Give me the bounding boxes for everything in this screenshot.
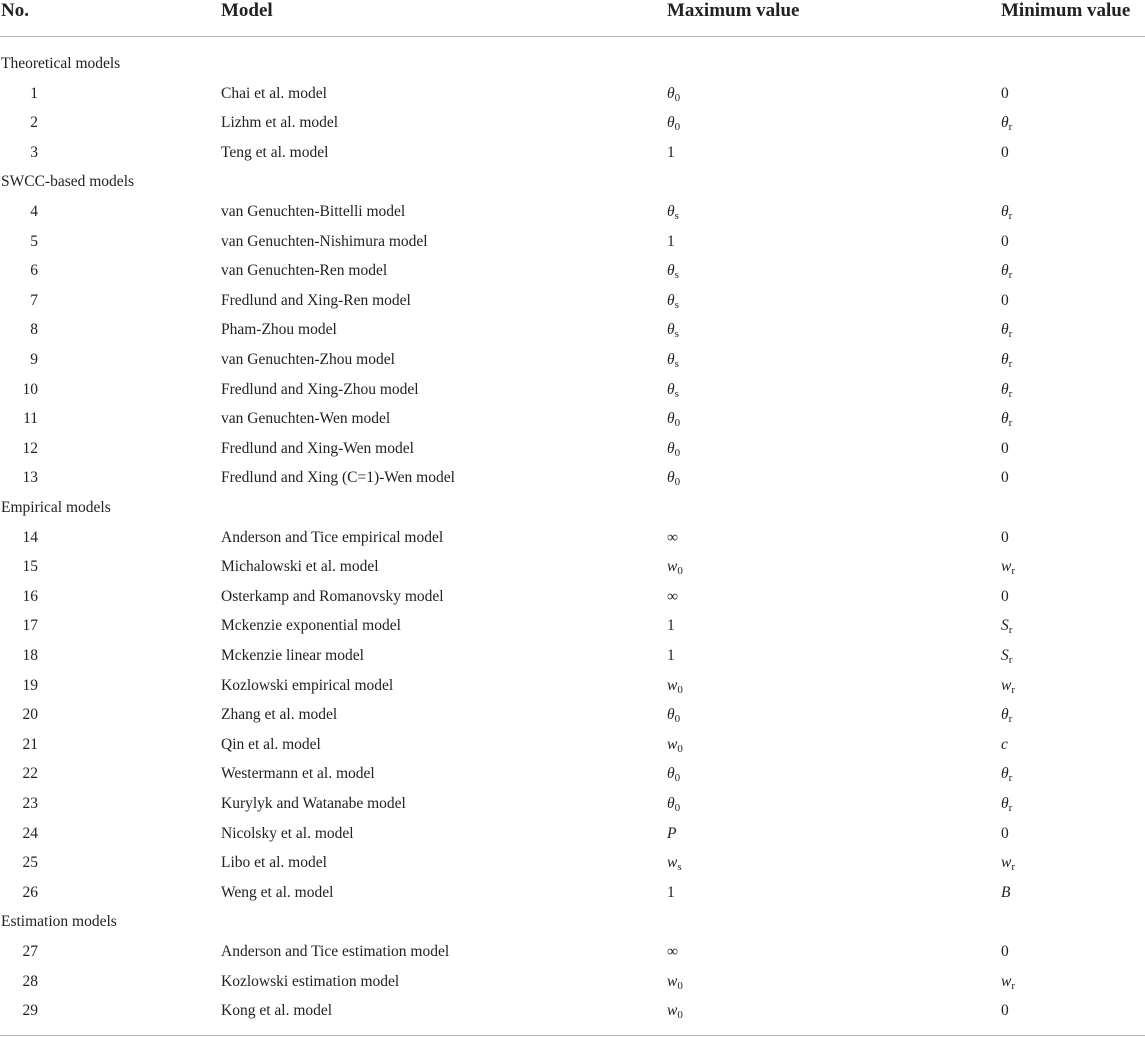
cell-max-value: [667, 463, 680, 493]
cell-min-value: [1001, 671, 1015, 701]
cell-min-value: [1001, 878, 1010, 908]
value-symbol: 1: [667, 647, 675, 664]
cell-max-value: [667, 315, 679, 345]
cell-no: 22: [22, 765, 38, 783]
cell-model: Teng et al. model: [221, 143, 329, 161]
value-symbol: ∞: [667, 587, 679, 605]
group-heading: [0, 907, 1145, 937]
table-row: [0, 582, 1145, 612]
value-symbol: 0: [1001, 1002, 1009, 1020]
value-symbol: θ: [1001, 321, 1009, 339]
cell-no: 9: [30, 351, 38, 368]
table-row: [0, 138, 1145, 168]
cell-max-value: [667, 227, 675, 257]
value-symbol: θ: [667, 262, 675, 280]
value-symbol: θ: [1001, 114, 1009, 132]
cell-min-value: [1001, 434, 1009, 464]
value-subscript: 0: [677, 979, 683, 992]
value-symbol: S: [1001, 647, 1009, 664]
value-symbol: w: [667, 558, 678, 576]
cell-no: 5: [30, 232, 38, 250]
table-row: [0, 256, 1145, 286]
value-subscript: s: [674, 387, 679, 400]
cell-model: Fredlund and Xing-Zhou model: [221, 380, 419, 398]
value-symbol: θ: [667, 203, 675, 220]
value-subscript: r: [1008, 713, 1013, 726]
value-symbol: θ: [667, 439, 675, 457]
cell-model: Michalowski et al. model: [221, 558, 379, 576]
cell-model: van Genuchten-Bittelli model: [221, 203, 406, 220]
cell-max-value: [667, 878, 675, 908]
cell-no: 2: [30, 114, 38, 132]
value-symbol: 0: [1001, 587, 1009, 605]
value-symbol: 1: [667, 617, 675, 635]
cell-max-value: [667, 138, 675, 168]
value-symbol: w: [667, 972, 678, 990]
cell-no: 24: [22, 824, 38, 842]
table-row: [0, 789, 1145, 819]
cell-model: Kurylyk and Watanabe model: [221, 795, 406, 812]
cell-min-value: [1001, 759, 1012, 789]
value-symbol: θ: [667, 765, 675, 783]
cell-max-value: [667, 937, 678, 967]
header-no: No.: [1, 0, 29, 21]
value-subscript: r: [1008, 772, 1013, 785]
value-subscript: s: [674, 358, 679, 370]
value-symbol: θ: [667, 321, 675, 339]
value-symbol: 1: [667, 883, 675, 901]
value-subscript: r: [1008, 417, 1013, 430]
cell-min-value: [1001, 197, 1012, 227]
value-subscript: 0: [677, 683, 683, 696]
value-symbol: θ: [1001, 795, 1009, 812]
value-subscript: s: [674, 210, 679, 222]
value-symbol: w: [1001, 558, 1012, 576]
value-symbol: w: [667, 1002, 678, 1020]
cell-no: 8: [30, 321, 38, 339]
value-symbol: θ: [667, 706, 675, 724]
cell-model: Libo et al. model: [221, 854, 327, 872]
cell-min-value: [1001, 819, 1009, 849]
cell-min-value: [1001, 315, 1012, 345]
value-subscript: 0: [674, 121, 681, 134]
value-subscript: 0: [674, 772, 681, 785]
value-subscript: 0: [674, 713, 681, 726]
header-min-value: Minimum value: [1001, 0, 1131, 21]
cell-min-value: [1001, 375, 1012, 405]
cell-model: van Genuchten-Ren model: [221, 262, 388, 280]
cell-model: Lizhm et al. model: [221, 114, 339, 132]
cell-no: 21: [22, 735, 38, 753]
cell-model: van Genuchten-Zhou model: [221, 351, 395, 368]
value-subscript: s: [674, 298, 679, 311]
cell-model: van Genuchten-Wen model: [221, 410, 391, 428]
value-symbol: 0: [1001, 824, 1009, 842]
cell-min-value: [1001, 641, 1012, 671]
cell-min-value: [1001, 108, 1012, 138]
value-symbol: w: [1001, 972, 1012, 990]
header-max-value: Maximum value: [667, 0, 800, 21]
cell-model: Mckenzie exponential model: [221, 617, 401, 635]
cell-min-value: [1001, 523, 1009, 553]
value-symbol: P: [667, 824, 677, 842]
value-subscript: r: [1011, 979, 1016, 992]
cell-max-value: [667, 848, 682, 878]
value-subscript: 0: [674, 91, 681, 104]
cell-no: 16: [22, 587, 38, 605]
table-row: [0, 848, 1145, 878]
cell-no: 6: [30, 262, 38, 280]
cell-max-value: [667, 286, 679, 316]
cell-max-value: [667, 641, 675, 671]
value-subscript: 0: [677, 742, 683, 755]
cell-model: van Genuchten-Nishimura model: [221, 232, 428, 250]
value-subscript: r: [1008, 358, 1013, 370]
value-symbol: ∞: [667, 528, 679, 546]
value-subscript: 0: [674, 417, 681, 430]
table-row: [0, 671, 1145, 701]
cell-min-value: [1001, 138, 1009, 168]
cell-min-value: [1001, 611, 1012, 641]
cell-no: 12: [22, 439, 38, 457]
cell-no: 17: [22, 617, 38, 635]
value-subscript: 0: [674, 476, 681, 489]
value-symbol: θ: [1001, 380, 1009, 398]
value-subscript: r: [1008, 121, 1013, 134]
value-symbol: w: [1001, 854, 1012, 872]
group-title: Theoretical models: [1, 55, 121, 72]
cell-min-value: [1001, 996, 1009, 1026]
value-subscript: r: [1008, 387, 1013, 400]
cell-min-value: [1001, 848, 1015, 878]
cell-model: Fredlund and Xing-Ren model: [221, 291, 411, 309]
table-row: [0, 611, 1145, 641]
table-row: [0, 937, 1145, 967]
table-header: [0, 0, 1145, 37]
table-row: [0, 819, 1145, 849]
cell-min-value: [1001, 789, 1012, 819]
value-symbol: θ: [667, 380, 675, 398]
cell-no: 3: [30, 143, 38, 161]
table-row: [0, 286, 1145, 316]
cell-max-value: [667, 996, 683, 1026]
table-row: [0, 345, 1145, 375]
value-symbol: S: [1001, 617, 1009, 635]
value-symbol: θ: [667, 291, 675, 309]
value-symbol: 0: [1001, 291, 1009, 309]
cell-max-value: [667, 523, 678, 553]
value-subscript: r: [1008, 802, 1013, 814]
table-row: [0, 463, 1145, 493]
cell-no: 23: [22, 795, 38, 812]
cell-min-value: [1001, 345, 1012, 375]
table-row: [0, 404, 1145, 434]
value-symbol: w: [667, 735, 678, 753]
cell-no: 27: [22, 943, 38, 960]
group-title: Empirical models: [1, 499, 111, 516]
value-subscript: r: [1011, 565, 1016, 578]
value-symbol: 0: [1001, 439, 1009, 457]
cell-model: Westermann et al. model: [221, 765, 375, 783]
cell-max-value: [667, 256, 679, 286]
cell-no: 10: [22, 380, 38, 398]
value-symbol: θ: [1001, 203, 1009, 220]
value-subscript: r: [1011, 683, 1016, 696]
cell-model: Mckenzie linear model: [221, 647, 364, 664]
cell-min-value: [1001, 730, 1008, 760]
cell-no: 26: [22, 883, 38, 901]
cell-model: Anderson and Tice estimation model: [221, 943, 450, 960]
cell-no: 28: [22, 972, 38, 990]
table-bottom-rule: [0, 1035, 1145, 1036]
cell-max-value: [667, 375, 679, 405]
value-subscript: s: [674, 328, 679, 341]
table-row: [0, 641, 1145, 671]
cell-model: Anderson and Tice empirical model: [221, 528, 444, 546]
group-heading: [0, 49, 1145, 79]
value-symbol: θ: [1001, 706, 1009, 724]
value-symbol: 0: [1001, 528, 1009, 546]
value-symbol: ∞: [667, 943, 679, 960]
cell-model: Kozlowski estimation model: [221, 972, 400, 990]
value-symbol: w: [1001, 676, 1012, 694]
cell-max-value: [667, 759, 680, 789]
cell-model: Chai et al. model: [221, 84, 327, 102]
cell-min-value: [1001, 404, 1012, 434]
cell-no: 14: [22, 528, 38, 546]
table-row: [0, 197, 1145, 227]
value-symbol: 0: [1001, 84, 1009, 102]
cell-min-value: [1001, 256, 1012, 286]
cell-max-value: [667, 967, 683, 997]
value-symbol: 0: [1001, 469, 1009, 487]
cell-model: Zhang et al. model: [221, 706, 338, 724]
table-row: [0, 996, 1145, 1026]
cell-min-value: [1001, 463, 1009, 493]
cell-max-value: [667, 730, 683, 760]
cell-max-value: [667, 434, 680, 464]
cell-model: Nicolsky et al. model: [221, 824, 354, 842]
cell-model: Pham-Zhou model: [221, 321, 337, 339]
cell-max-value: [667, 79, 680, 109]
value-symbol: θ: [667, 795, 675, 812]
cell-no: 11: [23, 410, 38, 428]
table-row: [0, 878, 1145, 908]
cell-no: 19: [22, 676, 38, 694]
cell-no: 20: [22, 706, 38, 724]
cell-no: 1: [30, 84, 38, 102]
value-subscript: r: [1008, 269, 1013, 282]
value-symbol: θ: [667, 351, 675, 368]
cell-min-value: [1001, 79, 1009, 109]
table-row: [0, 79, 1145, 109]
cell-min-value: [1001, 286, 1009, 316]
value-symbol: θ: [667, 84, 675, 102]
value-symbol: 0: [1001, 943, 1009, 960]
table-row: [0, 315, 1145, 345]
cell-model: Qin et al. model: [221, 735, 321, 753]
table-row: [0, 434, 1145, 464]
cell-max-value: [667, 404, 680, 434]
value-symbol: θ: [667, 410, 675, 428]
cell-model: Osterkamp and Romanovsky model: [221, 587, 444, 605]
value-subscript: 0: [677, 1009, 683, 1022]
cell-max-value: [667, 108, 680, 138]
value-symbol: B: [1001, 883, 1011, 901]
table-row: [0, 700, 1145, 730]
table-row: [0, 523, 1145, 553]
value-symbol: θ: [1001, 351, 1009, 368]
cell-max-value: [667, 197, 679, 227]
value-subscript: 0: [677, 565, 683, 578]
value-subscript: s: [677, 861, 682, 874]
value-symbol: θ: [667, 114, 675, 132]
value-symbol: c: [1001, 735, 1008, 753]
group-title: Estimation models: [1, 913, 117, 931]
cell-min-value: [1001, 700, 1012, 730]
header-model: Model: [221, 0, 273, 21]
value-symbol: θ: [1001, 410, 1009, 428]
value-subscript: r: [1008, 328, 1013, 341]
cell-model: Weng et al. model: [221, 883, 334, 901]
cell-model: Fredlund and Xing-Wen model: [221, 439, 414, 457]
cell-max-value: [667, 611, 675, 641]
value-subscript: r: [1008, 654, 1013, 666]
value-subscript: 0: [674, 802, 681, 814]
value-symbol: w: [667, 676, 678, 694]
value-symbol: w: [667, 854, 678, 872]
cell-min-value: [1001, 967, 1015, 997]
cell-no: 25: [22, 854, 38, 872]
value-subscript: s: [674, 269, 679, 282]
value-symbol: θ: [1001, 765, 1009, 783]
value-subscript: r: [1011, 861, 1016, 874]
cell-min-value: [1001, 937, 1009, 967]
value-symbol: 1: [667, 143, 675, 161]
cell-min-value: [1001, 227, 1009, 257]
cell-max-value: [667, 819, 676, 849]
cell-no: 4: [30, 203, 38, 220]
group-title: SWCC-based models: [1, 173, 135, 191]
value-symbol: 0: [1001, 143, 1009, 161]
cell-min-value: [1001, 552, 1015, 582]
value-subscript: 0: [674, 446, 681, 459]
value-symbol: θ: [667, 469, 675, 487]
cell-min-value: [1001, 582, 1009, 612]
table-row: [0, 108, 1145, 138]
table-row: [0, 759, 1145, 789]
value-subscript: r: [1008, 624, 1013, 637]
value-symbol: 0: [1001, 232, 1009, 250]
table-row: [0, 227, 1145, 257]
cell-max-value: [667, 700, 680, 730]
table-row: [0, 552, 1145, 582]
value-symbol: 1: [667, 232, 675, 250]
cell-max-value: [667, 345, 679, 375]
group-heading: [0, 493, 1145, 523]
cell-no: 29: [22, 1002, 38, 1020]
cell-max-value: [667, 582, 678, 612]
cell-model: Kong et al. model: [221, 1002, 333, 1020]
cell-max-value: [667, 671, 683, 701]
cell-no: 15: [22, 558, 38, 576]
cell-max-value: [667, 789, 680, 819]
cell-max-value: [667, 552, 683, 582]
cell-no: 13: [22, 469, 38, 487]
cell-no: 18: [22, 647, 38, 664]
cell-no: 7: [30, 291, 38, 309]
value-symbol: θ: [1001, 262, 1009, 280]
table-row: [0, 375, 1145, 405]
cell-model: Fredlund and Xing (C=1)-Wen model: [221, 469, 455, 487]
cell-model: Kozlowski empirical model: [221, 676, 394, 694]
group-heading: [0, 167, 1145, 197]
value-subscript: r: [1008, 210, 1013, 222]
table-row: [0, 730, 1145, 760]
table-row: [0, 967, 1145, 997]
